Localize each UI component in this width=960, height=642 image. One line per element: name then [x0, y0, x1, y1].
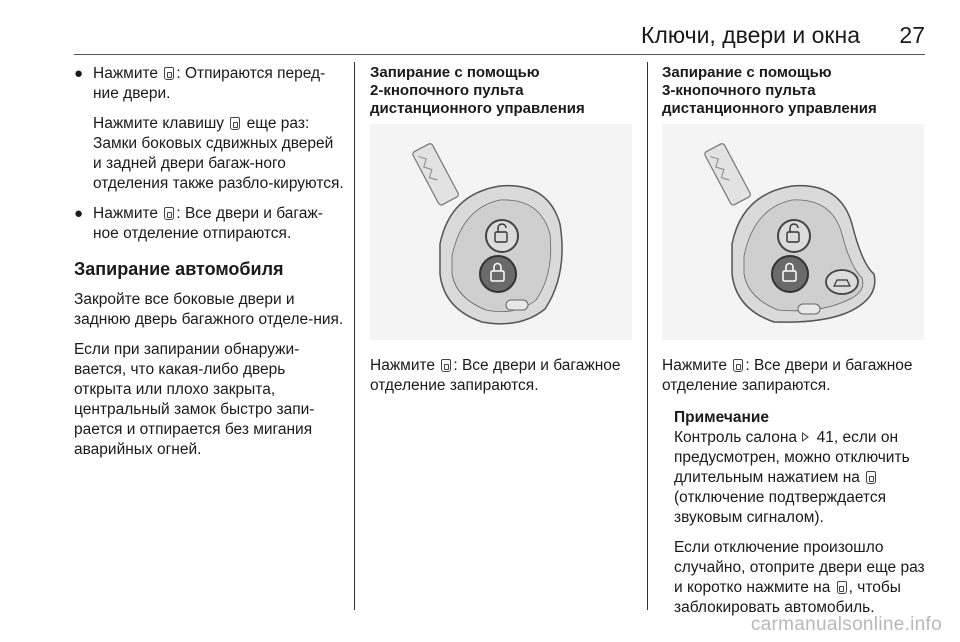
page-reference-arrow-icon — [803, 432, 810, 442]
watermark: carmanualsonline.info — [750, 614, 942, 635]
bullet-unlock-all: ● Нажмите : Все двери и багаж-ное отделение отпираются. — [74, 205, 323, 242]
caption-lock-all-2btn: Нажмите : Все двери и багажное отделение запираются. — [370, 357, 621, 394]
two-button-key-fob-image — [370, 124, 632, 340]
column-divider-1 — [354, 62, 355, 610]
unlock-icon — [230, 117, 240, 130]
bullet-dot: ● — [74, 65, 84, 82]
bullet-unlock-front: ● Нажмите : Отпираются перед-ние двери. — [74, 65, 326, 102]
column-2 — [370, 64, 635, 406]
column-divider-2 — [647, 62, 648, 610]
bullet-unlock-front-sub: Нажмите клавишу еще раз: Замки боковых сдвижных дверей и задней двери багаж-ного отделения также разбло-кируются. — [93, 115, 344, 192]
heading-3-button-remote: Запирание с помощью 3-кнопочного пульта дистанционного управления — [662, 64, 877, 117]
caption-lock-all-3btn: Нажмите : Все двери и багажное отделение запираются. — [662, 357, 913, 394]
note-paragraph-1: Контроль салона 41, если он предусмотрен, можно отключить длительным нажатием на (отключение подтверждается звуковым сигналом). — [674, 429, 910, 526]
lock-icon — [733, 359, 743, 372]
unlock-icon — [164, 207, 174, 220]
header-rule — [74, 54, 925, 55]
unlock-icon — [164, 67, 174, 80]
note-title: Примечание — [674, 409, 769, 426]
paragraph-close-doors: Закройте все боковые двери и заднюю дверь багажного отделе-ния. — [74, 291, 344, 328]
lock-icon — [441, 359, 451, 372]
page-number: 27 — [899, 22, 925, 48]
column-1 — [74, 64, 344, 470]
note-paragraph-2: Если отключение произошло случайно, отоприте двери еще раз и коротко нажмите на , чтобы заблокировать автомобиль. — [674, 539, 925, 616]
column-3 — [662, 64, 927, 628]
lock-icon — [866, 471, 876, 484]
heading-2-button-remote: Запирание с помощью 2-кнопочного пульта дистанционного управления — [370, 64, 585, 117]
page-header-title: Ключи, двери и окна — [641, 22, 860, 48]
three-button-key-fob-image — [662, 124, 924, 340]
lock-icon — [837, 581, 847, 594]
note-block — [662, 408, 927, 618]
section-heading-locking: Запирание автомобиля — [74, 259, 284, 279]
bullet-dot: ● — [74, 205, 84, 222]
paragraph-door-open-warning: Если при запирании обнаружи-вается, что какая-либо дверь открыта или плохо закрыта, центральный замок быстро запи-рается и отпирается без мигания аварийных огней. — [74, 341, 315, 458]
